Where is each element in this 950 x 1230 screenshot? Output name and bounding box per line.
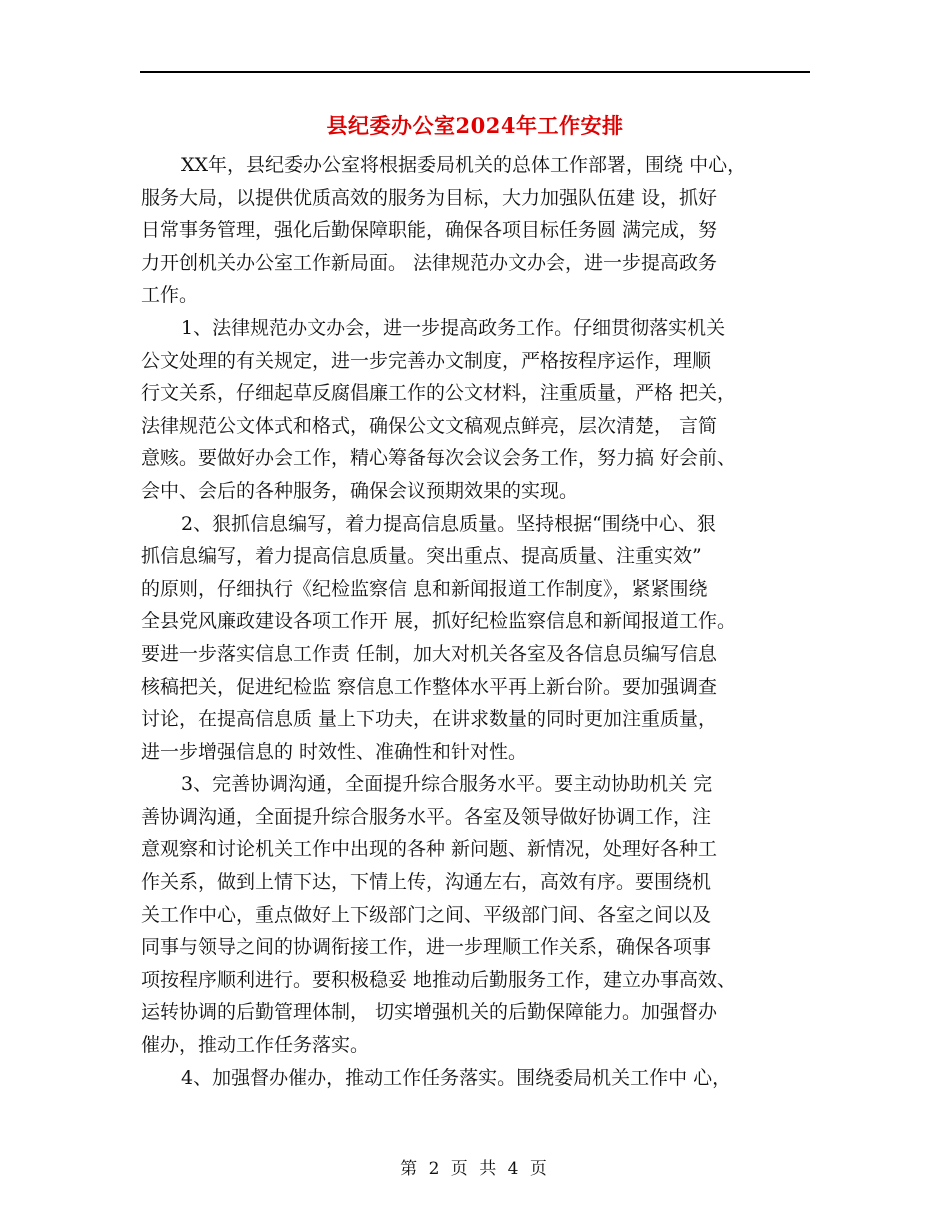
text-line: XX年，县纪委办公室将根据委局机关的总体工作部署，围绕 中心， xyxy=(181,154,747,176)
page-footer: 第 2 页 共 4 页 xyxy=(400,1159,550,1179)
text-line: 同事与领导之间的协调衔接工作，进一步理顺工作关系，确保各项事 xyxy=(141,936,712,959)
text-line: 4、加强督办催办，推动工作任务落实。围绕委局机关工作中 心， xyxy=(181,1066,732,1089)
text-line: 会中、会后的各种服务，确保会议预期效果的实现。 xyxy=(141,479,579,502)
text-line: 作关系，做到上情下达，下情上传，沟通左右，高效有序。要围绕机 xyxy=(141,871,712,894)
text-line: 关工作中心，重点做好上下级部门之间、平级部门间、各室之间以及 xyxy=(141,903,712,926)
text-line: 全县党风廉政建设各项工作开 展，抓好纪检监察信息和新闻报道工作。 xyxy=(141,610,737,633)
header-rule xyxy=(140,71,810,73)
document-title: 县纪委办公室2024年工作安排 xyxy=(326,113,624,138)
text-line: 法律规范公文体式和格式，确保公文文稿观点鲜亮，层次清楚， 言简 xyxy=(141,414,718,437)
text-line: 抓信息编写，着力提高信息质量。突出重点、提高质量、注重实效” xyxy=(141,545,702,568)
paragraph xyxy=(141,768,813,1061)
text-line: 核稿把关，促进纪检监 察信息工作整体水平再上新台阶。要加强调查 xyxy=(141,675,718,698)
text-line: 要进一步落实信息工作责 任制，加大对机关各室及各信息员编写信息 xyxy=(141,642,718,665)
text-line: 讨论，在提高信息质 量上下功夫，在讲求数量的同时更加注重质量， xyxy=(141,708,718,731)
paragraph xyxy=(141,508,813,769)
text-line: 行文关系，仔细起草反腐倡廉工作的公文材料，注重质量，严格 把关， xyxy=(141,382,737,405)
text-line: 运转协调的后勤管理体制， 切实增强机关的后勤保障能力。加强督办 xyxy=(141,1001,718,1024)
text-line: 服务大局，以提供优质高效的服务为目标，大力加强队伍建 设，抓好 xyxy=(141,186,718,209)
text-line: 进一步增强信息的 时效性、准确性和针对性。 xyxy=(141,740,528,763)
text-line: 意观察和讨论机关工作中出现的各种 新问题、新情况，处理好各种工 xyxy=(141,838,718,861)
text-line: 日常事务管理，强化后勤保障职能，确保各项目标任务圆 满完成，努 xyxy=(141,219,718,242)
text-line: 催办，推动工作任务落实。 xyxy=(141,1034,370,1057)
text-line: 工作。 xyxy=(141,284,199,307)
text-line: 意赅。要做好办会工作，精心筹备每次会议会务工作，努力搞 好会前、 xyxy=(141,447,737,470)
text-line: 的原则，仔细执行《纪检监察信 息和新闻报道工作制度》，紧紧围绕 xyxy=(141,577,708,600)
text-line: 力开创机关办公室工作新局面。 法律规范办文办会，进一步提高政务 xyxy=(141,251,718,274)
text-line: 2、狠抓信息编写，着力提高信息质量。坚持根据“围绕中心、狠 xyxy=(181,512,716,535)
text-line: 3、完善协调沟通，全面提升综合服务水平。要主动协助机关 完 xyxy=(181,773,713,796)
paragraph xyxy=(141,1062,813,1095)
text-line: 1、法律规范办文办会，进一步提高政务工作。仔细贯彻落实机关 xyxy=(181,316,726,339)
paragraph xyxy=(141,312,813,508)
document-body xyxy=(141,149,813,1094)
text-line: 公文处理的有关规定，进一步完善办文制度，严格按程序运作，理顺 xyxy=(141,349,712,372)
paragraph xyxy=(141,149,813,312)
text-line: 善协调沟通，全面提升综合服务水平。各室及领导做好协调工作，注 xyxy=(141,805,712,828)
text-line: 项按程序顺利进行。要积极稳妥 地推动后勤服务工作，建立办事高效、 xyxy=(141,968,737,991)
